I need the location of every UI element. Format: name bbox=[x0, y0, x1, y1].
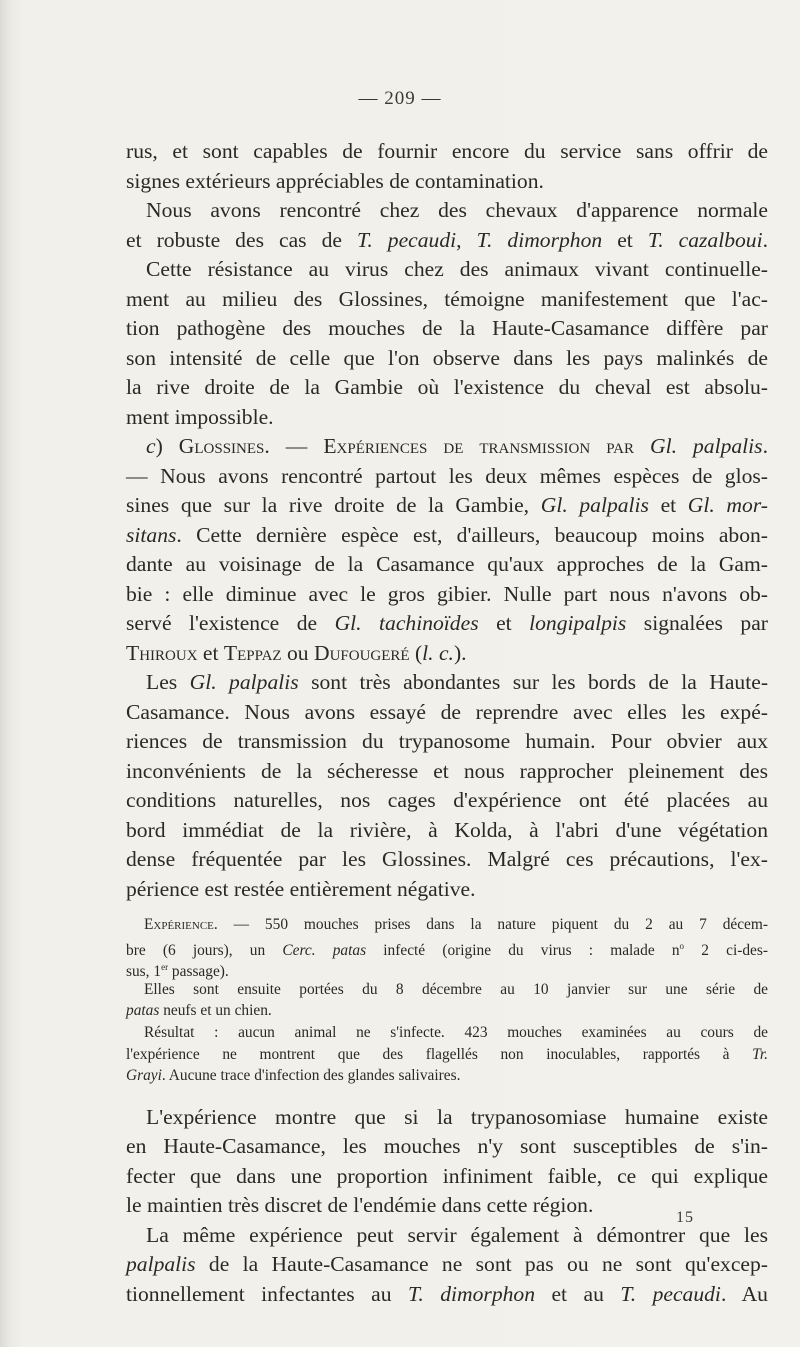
text-line: servé l'existence de Gl. tachinoïdes et longipalpis signalées par bbox=[126, 611, 768, 635]
text-line: le maintien très discret de l'endémie dans cette région. bbox=[126, 1193, 594, 1218]
text-line: tionnellement infectantes au T. dimorphon et au T. pecaudi. Au bbox=[126, 1281, 768, 1306]
text-line: rus, et sont capables de fournir encore du service sans offrir de bbox=[126, 139, 768, 163]
text-line: signes extérieurs appréciables de contamination. bbox=[126, 168, 544, 193]
text-line: et robuste des cas de T. pecaudi, T. dimorphon et T. cazalboui. bbox=[126, 227, 769, 252]
note-line: patas neufs et un chien. bbox=[126, 1002, 272, 1020]
body-section-2 bbox=[126, 1103, 768, 1310]
text-line: c) Glossines. — Expériences de transmission par Gl. palpalis. bbox=[146, 434, 768, 458]
note-line: bre (6 jours), un Cerc. patas infecté (origine du virus : malade $n^o$ 2 ci-des- bbox=[126, 940, 768, 959]
note-line: l'expérience ne montrent que des flagellés non inoculables, rapportés à Tr. bbox=[126, 1045, 768, 1063]
text-line: fecter que dans une proportion infiniment faible, ce qui explique bbox=[126, 1163, 768, 1188]
page-number: — 209 — bbox=[358, 88, 442, 109]
note-line: Expérience. — 550 mouches prises dans la nature piquent du 2 au 7 décem- bbox=[144, 916, 768, 933]
experiment-note bbox=[126, 914, 768, 1087]
text-line: la rive droite de la Gambie où l'existence du cheval est absolu- bbox=[126, 375, 768, 399]
text-line: L'expérience montre que si la trypanosomiase humaine existe bbox=[146, 1104, 768, 1129]
text-line: en Haute-Casamance, les mouches n'y sont susceptibles de s'in- bbox=[126, 1134, 768, 1159]
text-line: sines que sur la rive droite de la Gambie, Gl. palpalis et Gl. mor- bbox=[126, 493, 768, 517]
text-line: conditions naturelles, nos cages d'expérience ont été placées au bbox=[126, 788, 768, 812]
text-line: bie : elle diminue avec le gros gibier. Nulle part nous n'avons ob- bbox=[126, 581, 768, 606]
text-line: dante au voisinage de la Casamance qu'aux approches de la Gam- bbox=[126, 552, 768, 576]
text-line: palpalis de la Haute-Casamance ne sont pas ou ne sont qu'excep- bbox=[126, 1252, 768, 1277]
text-line: ment au milieu des Glossines, témoigne manifestement que l'ac- bbox=[126, 286, 768, 311]
text-line: Les Gl. palpalis sont très abondantes sur les bords de la Haute- bbox=[146, 670, 769, 694]
text-line: tion pathogène des mouches de la Haute-Casamance diffère par bbox=[126, 316, 768, 340]
text-line: Thiroux et Teppaz ou Dufougeré (l. c.). bbox=[126, 640, 467, 665]
note-line: Grayi. Aucune trace d'infection des glandes salivaires. bbox=[126, 1067, 461, 1085]
text-line: dense fréquentée par les Glossines. Malgré ces précautions, l'ex- bbox=[126, 847, 768, 871]
text-line: — Nous avons rencontré partout les deux mêmes espèces de glos- bbox=[126, 463, 768, 488]
signature-mark: 15 bbox=[676, 1209, 694, 1226]
text-line: La même expérience peut servir également à démontrer que les bbox=[146, 1222, 768, 1247]
note-line: Elles sont ensuite portées du 8 décembre au 10 janvier sur une série de bbox=[144, 980, 768, 998]
body-section-1 bbox=[126, 137, 768, 904]
page-body bbox=[126, 137, 768, 1309]
text-line: inconvénients de la sécheresse et nous rapprocher pleinement des bbox=[126, 758, 768, 783]
text-line: riences de transmission du trypanosome humain. Pour obvier aux bbox=[126, 729, 768, 753]
text-line: Cette résistance au virus chez des animaux vivant continuelle- bbox=[146, 257, 768, 281]
text-line: bord immédiat de la rivière, à Kolda, à l'abri d'une végétation bbox=[126, 817, 768, 842]
text-line: sitans. Cette dernière espèce est, d'ailleurs, beaucoup moins abon- bbox=[126, 522, 768, 547]
text-line: périence est restée entièrement négative. bbox=[126, 876, 476, 901]
note-line: Résultat : aucun animal ne s'infecte. 423 mouches examinées au cours de bbox=[144, 1023, 768, 1041]
text-line: Nous avons rencontré chez des chevaux d'apparence normale bbox=[146, 198, 768, 222]
text-line: Casamance. Nous avons essayé de reprendre avec elles les expé- bbox=[126, 699, 768, 724]
note-line: sus, 1er passage). bbox=[126, 962, 229, 981]
text-line: ment impossible. bbox=[126, 404, 274, 429]
text-line: son intensité de celle que l'on observe dans les pays malinkés de bbox=[126, 345, 768, 370]
